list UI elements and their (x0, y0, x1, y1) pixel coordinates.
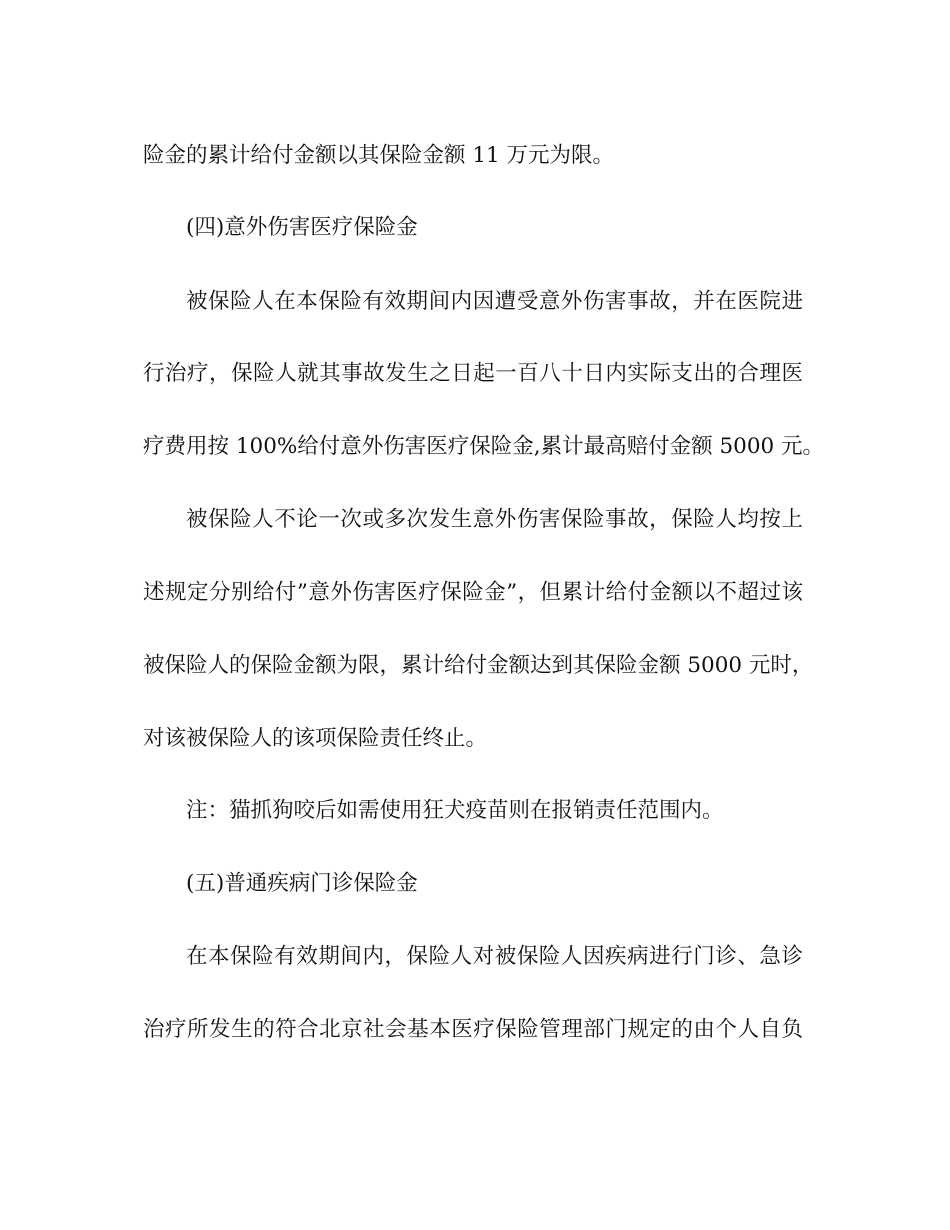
note-line: 注：猫抓狗咬后如需使用狂犬疫苗则在报销责任范围内。 (186, 798, 724, 823)
text-line-9: 对该被保险人的该项保险责任终止。 (143, 726, 488, 751)
text-line-12: 在本保险有效期间内，保险人对被保险人因疾病进行门诊、急诊 (186, 944, 803, 969)
text-line-6: 被保险人不论一次或多次发生意外伤害保险事故，保险人均按上 (186, 507, 803, 532)
text-line-4: 行治疗，保险人就其事故发生之日起一百八十日内实际支出的合理医 (143, 361, 803, 386)
text-line-7: 述规定分别给付”意外伤害医疗保险金”，但累计给付金额以不超过该 (143, 580, 803, 605)
section-heading-4: (四)意外伤害医疗保险金 (186, 215, 418, 240)
text-line-8: 被保险人的保险金额为限，累计给付金额达到其保险金额 5000 元时， (143, 653, 814, 678)
text-line-13: 治疗所发生的符合北京社会基本医疗保险管理部门规定的由个人自负 (143, 1017, 803, 1042)
text-line-5: 疗费用按 100%给付意外伤害医疗保险金,累计最高赔付金额 5000 元。 (143, 434, 825, 459)
text-line-1: 险金的累计给付金额以其保险金额 11 万元为限。 (143, 143, 615, 168)
section-heading-5: (五)普通疾病门诊保险金 (186, 871, 418, 896)
text-line-3: 被保险人在本保险有效期间内因遭受意外伤害事故，并在医院进 (186, 289, 803, 314)
